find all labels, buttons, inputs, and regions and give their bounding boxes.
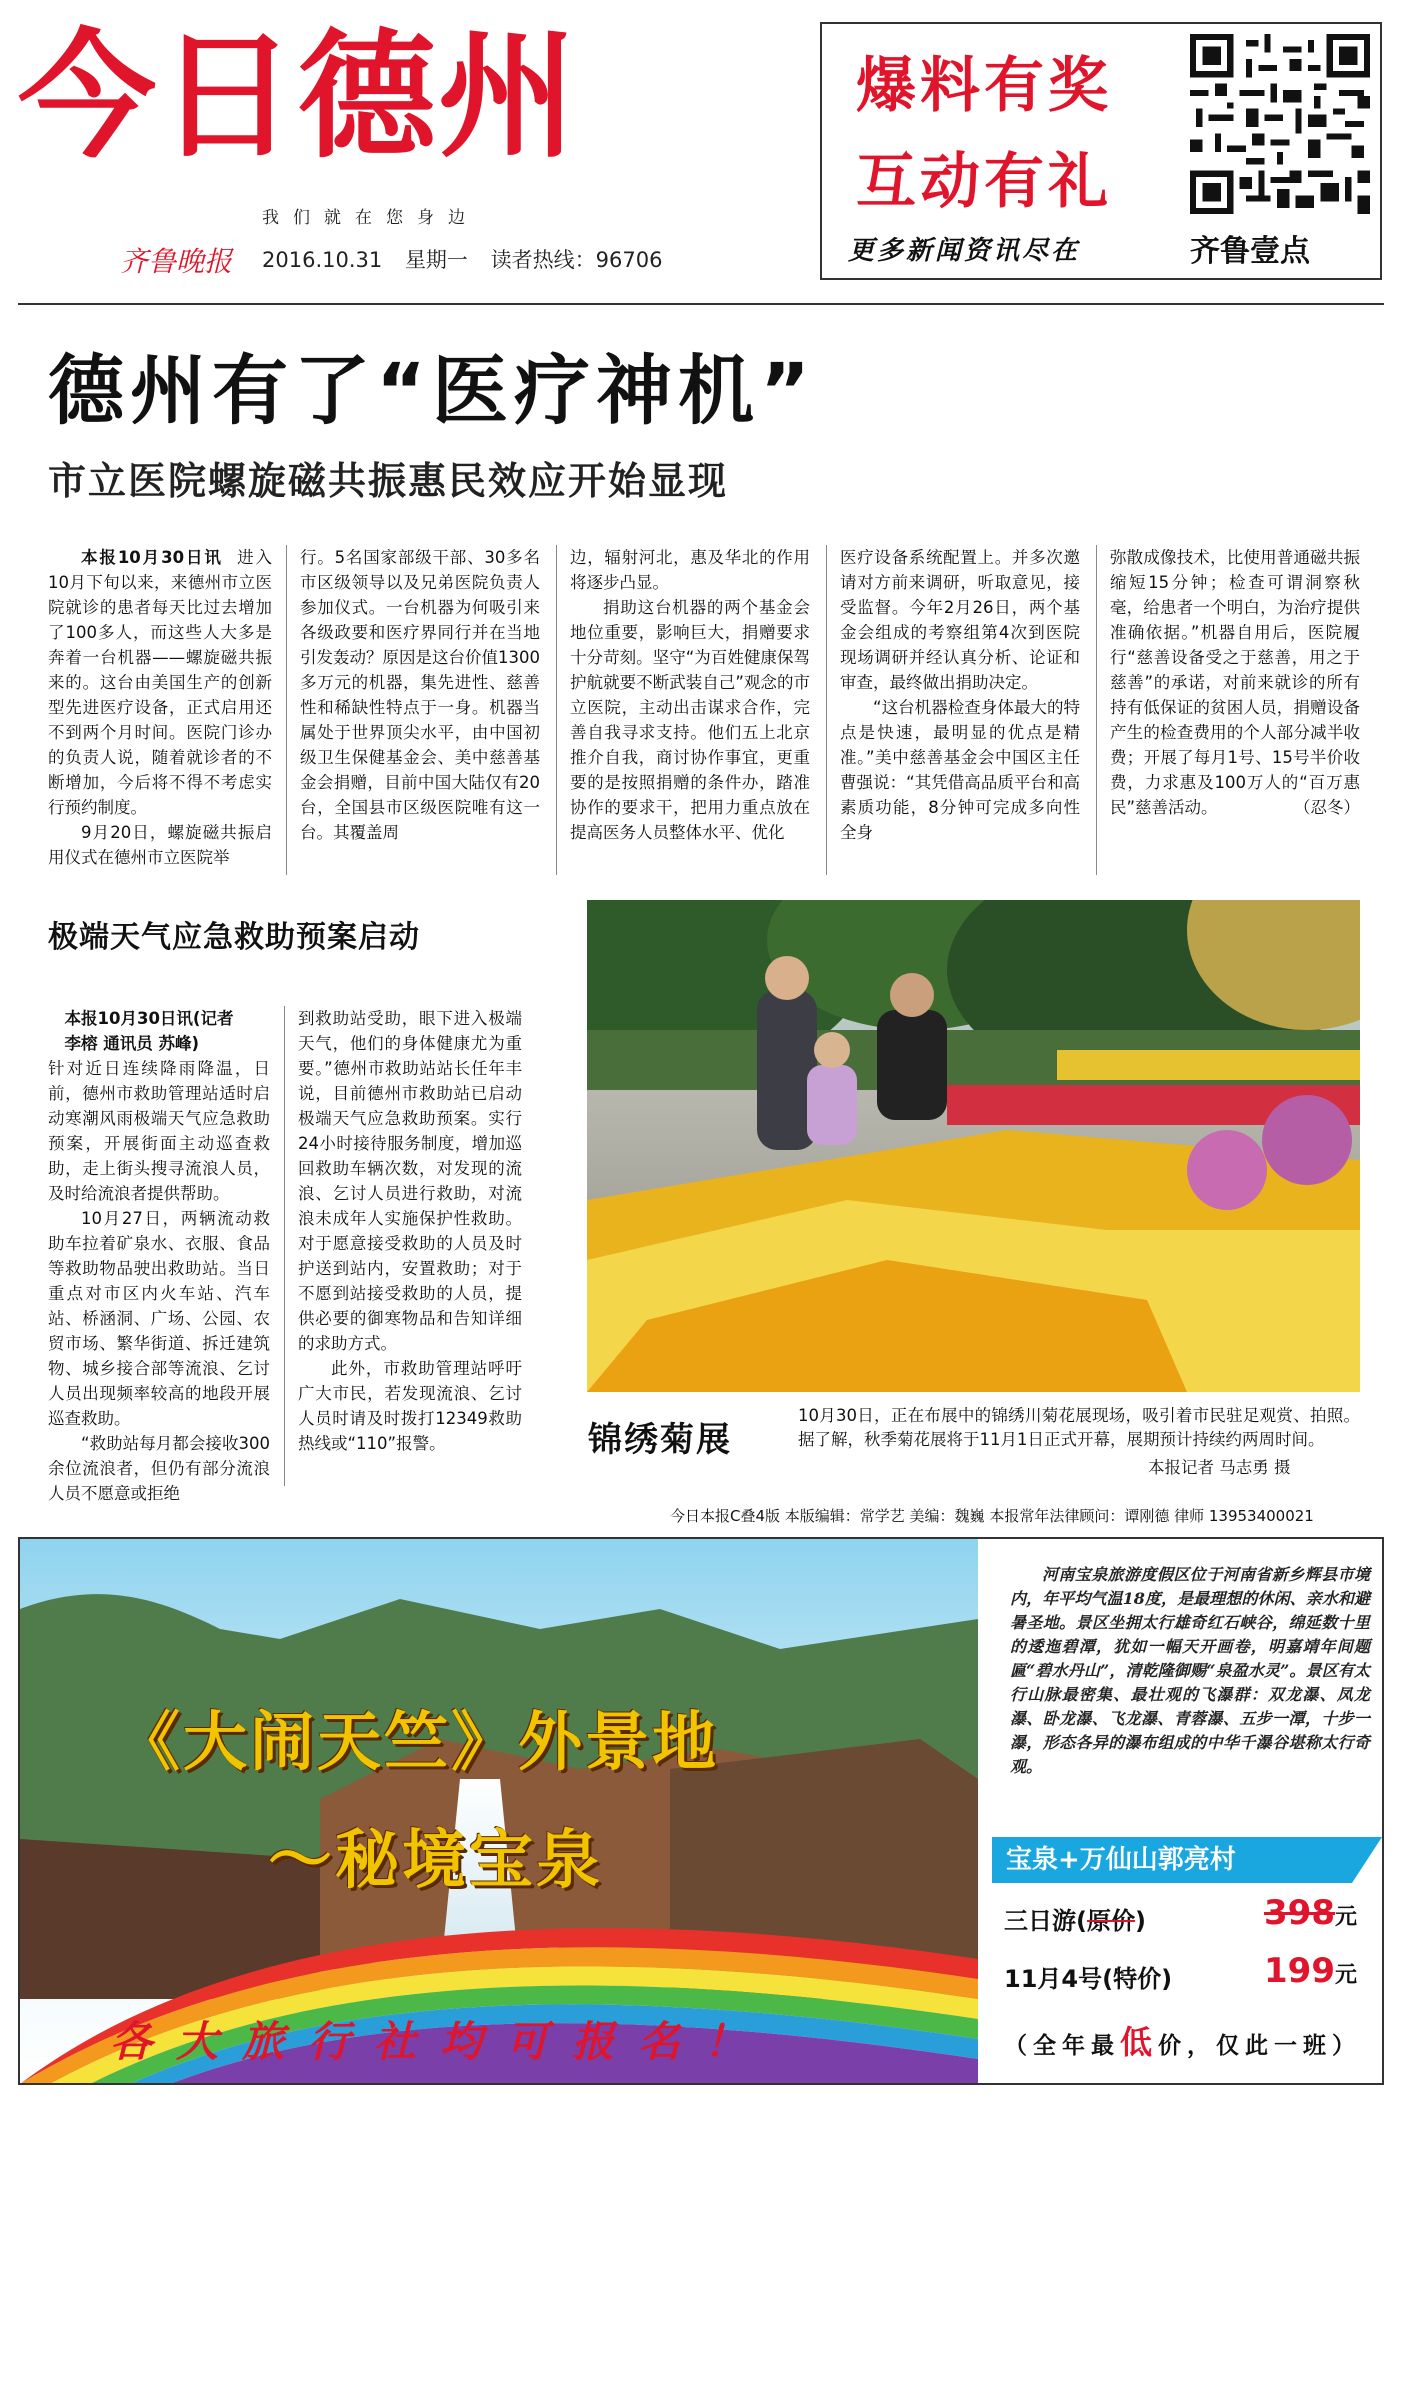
original-price-label: 原价: [1086, 1907, 1135, 1935]
ad-special-price: 199元: [1264, 1951, 1357, 1991]
lead-column-3: 边，辐射河北，惠及华北的作用将逐步凸显。 捐助这台机器的两个基金会地位重要，影响巨大，捐赠要求十分苛刻。坚守“为百姓健康保驾护航就要不断武装自己”观念的市立医院，主动出击谋求合作，完善自我寻求支持。他们五上北京推介自我，商讨协作事宜，更重要的是按照捐赠的条件办，踏准协作的要求干，把用力重点放在提高医务人员整体水平、优化: [570, 548, 810, 842]
second-dateline: 本报10月30日讯(记者: [64, 1009, 234, 1028]
photo-title: 锦绣菊展: [588, 1420, 732, 1460]
column-divider: [284, 1006, 285, 1486]
promo-line-1: 爆料有奖: [856, 51, 1112, 121]
lead-column-2: 行。5名国家部级干部、30多名市区级领导以及兄弟医院负责人参加仪式。一台机器为何吸引来各级政要和医疗界同行并在当地引发轰动？原因是这台价值1300多万元的机器，集先进性、慈善性和稀缺性特点于一身。机器当属处于世界顶尖水平，由中国初级卫生保健基金会、美中慈善基金会捐赠，目前中国大陆仅有20台，全国县市区级医院唯有这一台。其覆盖周: [300, 548, 540, 842]
ad-row-regular: 三日游(原价): [1004, 1907, 1146, 1935]
lead-column-1: 本报10月30日讯 进入10月下旬以来，来德州市立医院就诊的患者每天比过去增加了100多人，而这些人大多是奔着一台机器——螺旋磁共振来的。这台由美国生产的创新型先进医疗设备，正式启用还不到两个月时间。医院门诊办的负责人说，随着就诊者的不断增加，今后将不得不考虑实行预约制度。 9月20日，螺旋磁共振启用仪式在德州市立医院举: [48, 548, 272, 867]
ad-slogan: 各大旅行社均可报名！: [110, 2017, 771, 2066]
ad-row-special: 11月4号(特价): [1004, 1965, 1173, 1993]
reader-hotline: 读者热线：96706: [490, 248, 663, 272]
second-column-1: 本报10月30日讯(记者 李榕 通讯员 苏峰) 针对近日连续降雨降温，日前，德州市救助管理站适时启动寒潮风雨极端天气应急救助预案，开展街面主动巡查救助，走上街头搜寻流浪人员，及时给流浪者提供帮助。 10月27日，两辆流动救助车拉着矿泉水、衣服、食品等救助物品驶出救助站。当日重点对市区内火车站、汽车站、桥涵洞、广场、公园、农贸市场、繁华街道、拆迁建筑物、城乡接合部等流浪、乞讨人员出现频率较高的地段开展巡查救助。 “救助站每月都会接收300余位流浪者，但仍有部分流浪人员不愿意或拒绝: [48, 1009, 270, 1503]
promo-subtitle: 更多新闻资讯尽在: [848, 236, 1081, 266]
ad-original-price: 398元: [1264, 1893, 1357, 1933]
lead-column-5: 弥散成像技术，比使用普通磁共振缩短15分钟；检查可谓洞察秋毫，给患者一个明白，为治疗提供准确依据。”机器自用后，医院履行“慈善设备受之于慈善，用之于慈善”的承诺，对前来就诊的所有持有低保证的贫困人员，捐赠设备产生的检查费用的个人部分减半收费；开展了每月1号、15号半价收费，力求惠及100万人的“百万惠民”慈善活动。 （忍冬）: [1110, 545, 1360, 820]
column-divider: [1096, 545, 1097, 875]
second-headline: 极端天气应急救助预案启动: [48, 920, 420, 955]
lead-headline: 德州有了“医疗神机”: [48, 346, 816, 435]
issue-date: 2016.10.31: [262, 248, 383, 272]
column-divider: [826, 545, 827, 875]
masthead-rule: [18, 303, 1384, 305]
lead-author: （忍冬）: [1294, 798, 1360, 817]
masthead-slogan: 我们就在您身边: [262, 208, 479, 228]
photo-caption: 10月30日，正在布展中的锦绣川菊花展现场，吸引着市民驻足观赏、拍照。据了解，秋季菊花展将于11月1日正式开幕，展期预计持续约两周时间。: [798, 1406, 1360, 1449]
second-byline: 李榕 通讯员 苏峰): [64, 1034, 200, 1053]
ad-note: （全年最低价，仅此一班）: [1004, 2023, 1362, 2061]
chrysanthemum-photo: [587, 900, 1360, 1392]
lead-column-4: 医疗设备系统配置上。并多次邀请对方前来调研，听取意见，接受监督。今年2月26日，两个基金会组成的考察组第4次到医院现场调研并经认真分析、论证和审查，最终做出捐助决定。 “这台机器检查身体最大的特点是快速，最明显的优点是精准。”美中慈善基金会中国区主任曹强说：“其凭借高品质平台和高素质功能，8分钟可完成多向性全身: [840, 548, 1080, 842]
ad-description: 河南宝泉旅游度假区位于河南省新乡辉县市境内，年平均气温18度，是最理想的休闲、亲水和避暑圣地。景区坐拥太行雄奇红石峡谷，绵延数十里的逶迤碧潭，犹如一幅天开画卷，明嘉靖年间题匾“碧水丹山”，清乾隆御赐“泉盈水灵”。景区有太行山脉最密集、最壮观的飞瀑群：双龙瀑、凤龙瀑、卧龙瀑、飞龙瀑、青蓉瀑、五步一潭，十步一瀑，形态各异的瀑布组成的中华千瀑谷堪称太行奇观。: [1010, 1565, 1370, 1776]
photo-credit: 本报记者 马志勇 摄: [1148, 1458, 1291, 1477]
page-footer-info: 今日本报C叠4版 本版编辑：常学艺 美编：魏巍 本报常年法律顾问：谭刚德 律师 13953400021: [670, 1507, 1314, 1525]
travel-advertisement[interactable]: [18, 1537, 1384, 2085]
lead-subhead: 市立医院螺旋磁共振惠民效应开始显现: [48, 459, 729, 503]
lead-dateline: 本报10月30日讯: [81, 548, 223, 567]
column-divider: [556, 545, 557, 875]
promo-box: [820, 22, 1382, 280]
column-divider: [286, 545, 287, 875]
promo-line-2: 互动有礼: [856, 147, 1112, 217]
ad-route-banner: 宝泉+万仙山郭亮村: [992, 1837, 1352, 1883]
ad-title-line-1: 《大闹天竺》外景地: [116, 1705, 719, 1780]
issue-weekday: 星期一: [404, 248, 468, 272]
qr-code-icon[interactable]: [1190, 34, 1370, 214]
masthead-info: [262, 244, 678, 274]
newspaper-logo: 齐鲁晚报: [120, 245, 233, 278]
second-column-2: 到救助站受助，眼下进入极端天气，他们的身体健康尤为重要。”德州市救助站站长任年丰说，目前德州市救助站已启动极端天气应急救助预案。实行24小时接待服务制度，增加巡回救助车辆次数，对发现的流浪、乞讨人员进行救助，对流浪未成年人实施保护性救助。对于愿意接受救助的人员及时护送到站内，安置救助；对于不愿到站接受救助的人员，提供必要的御寒物品和告知详细的求助方式。 此外，市救助管理站呼吁广大市民，若发现流浪、乞讨人员时请及时拨打12349救助热线或“110”报警。: [298, 1009, 522, 1453]
masthead-title: 今日德州: [18, 16, 579, 177]
promo-brand: 齐鲁壹点: [1190, 234, 1310, 269]
ad-title-line-2: ～秘境宝泉: [268, 1823, 603, 1898]
